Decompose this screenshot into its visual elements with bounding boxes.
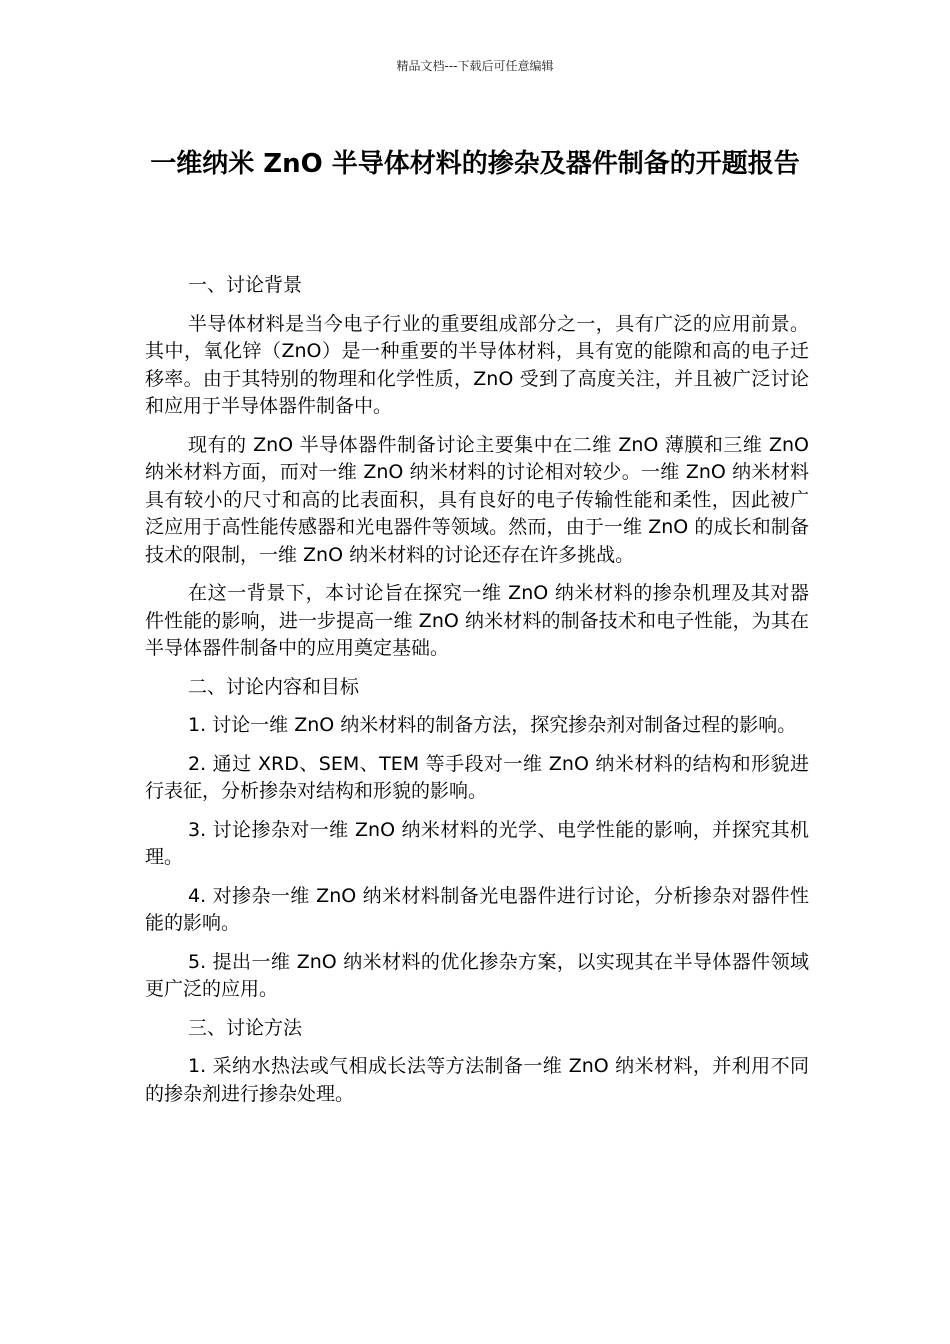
- paragraph-background-2: 现有的 ZnO 半导体器件制备讨论主要集中在二维 ZnO 薄膜和三维 ZnO 纳米材料方面，而对一维 ZnO 纳米材料的讨论相对较少。一维 ZnO 纳米材料具有较小的尺寸和高的比表面积，具有良好的电子传输性能和柔性，因此被广泛应用于高性能传感器和光电器件等领域。然而，由于一维 ZnO 的成长和制备技术的限制，一维 ZnO 纳米材料的讨论还存在许多挑战。: [145, 433, 809, 566]
- list-item-goal-3: 3. 讨论掺杂对一维 ZnO 纳米材料的光学、电学性能的影响，并探究其机理。: [145, 818, 809, 868]
- list-item-goal-1: 1. 讨论一维 ZnO 纳米材料的制备方法，探究掺杂剂对制备过程的影响。: [188, 714, 797, 736]
- list-item-goal-2: 2. 通过 XRD、SEM、TEM 等手段对一维 ZnO 纳米材料的结构和形貌进行表征，分析掺杂对结构和形貌的影响。: [145, 752, 809, 802]
- paragraph-background-1: 半导体材料是当今电子行业的重要组成部分之一，具有广泛的应用前景。其中，氧化锌（ZnO）是一种重要的半导体材料，具有宽的能隙和高的电子迁移率。由于其特别的物理和化学性质，ZnO 受到了高度关注，并且被广泛讨论和应用于半导体器件制备中。: [145, 312, 809, 417]
- header-watermark: 精品文档---下载后可任意编辑: [396, 59, 554, 73]
- document-title: 一维纳米 ZnO 半导体材料的掺杂及器件制备的开题报告: [150, 149, 800, 179]
- section-heading-content-goals: 二、讨论内容和目标: [188, 675, 360, 698]
- section-heading-methods: 三、讨论方法: [188, 1016, 303, 1039]
- list-item-goal-5: 5. 提出一维 ZnO 纳米材料的优化掺杂方案，以实现其在半导体器件领域更广泛的应用。: [145, 950, 809, 1000]
- section-heading-background: 一、讨论背景: [188, 274, 303, 296]
- list-item-method-1: 1. 采纳水热法或气相成长法等方法制备一维 ZnO 纳米材料，并利用不同的掺杂剂进行掺杂处理。: [145, 1055, 809, 1105]
- paragraph-background-3: 在这一背景下，本讨论旨在探究一维 ZnO 纳米材料的掺杂机理及其对器件性能的影响，进一步提高一维 ZnO 纳米材料的制备技术和电子性能，为其在半导体器件制备中的应用奠定基础。: [145, 582, 809, 659]
- document-body: [145, 272, 809, 1119]
- list-item-goal-4: 4. 对掺杂一维 ZnO 纳米材料制备光电器件进行讨论，分析掺杂对器件性能的影响。: [145, 884, 809, 934]
